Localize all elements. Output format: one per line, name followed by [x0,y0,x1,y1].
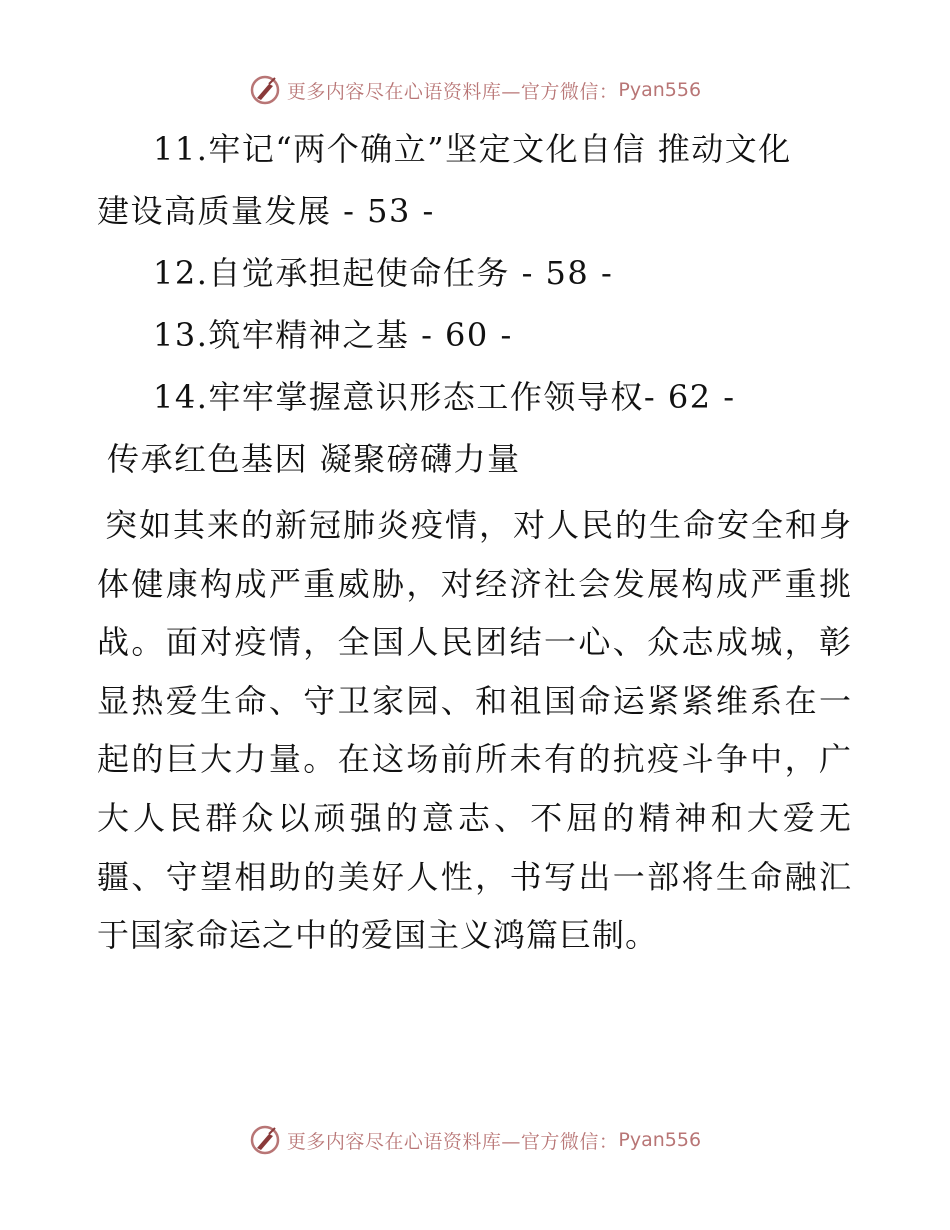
wechat-id: Pyan556 [618,79,702,101]
header-watermark [0,70,950,110]
wechat-id: Pyan556 [618,1129,702,1151]
pen-logo-icon [249,74,281,106]
toc-item-14: 14.牢牢掌握意识形态工作领导权- 62 - [153,378,736,416]
article-paragraph: 突如其来的新冠肺炎疫情，对人民的生命安全和身体健康构成严重威胁，对经济社会发展构成严重挑战。面对疫情，全国人民团结一心、众志成城，彰显热爱生命、守卫家园、和祖国命运紧紧维系在一起的巨大力量。在这场前所未有的抗疫斗争中，广大人民群众以顽强的意志、不屈的精神和大爱无疆、守望相助的美好人性，书写出一部将生命融汇于国家命运之中的爱国主义鸿篇巨制。 [97,506,852,955]
toc-item-11-line-1: 11.牢记“两个确立”坚定文化自信 推动文化 [153,130,792,168]
watermark-text: 更多内容尽在心语资料库—官方微信： [286,80,619,103]
toc-item-13: 13.筑牢精神之基 - 60 - [153,316,513,354]
article-title: 传承红色基因 凝聚磅礴力量 [107,440,521,478]
toc-item-12: 12.自觉承担起使命任务 - 58 - [153,254,614,292]
pen-logo-icon [249,1124,281,1156]
document-body [97,118,852,965]
footer-watermark [0,1120,950,1160]
toc-item-11-line-2: 建设高质量发展 - 53 - [97,192,435,230]
watermark-text: 更多内容尽在心语资料库—官方微信： [286,1130,619,1153]
